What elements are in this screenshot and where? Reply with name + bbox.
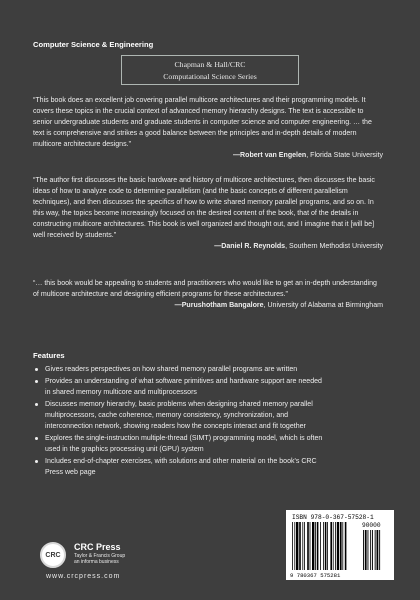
price-code: 90000 (362, 522, 381, 529)
publisher-url: www.crcpress.com (46, 573, 121, 580)
barcode-bar (310, 522, 311, 570)
publisher-logo (40, 540, 200, 584)
barcode-bar (333, 522, 334, 570)
reviewer-name: —Daniel R. Reynolds (214, 243, 286, 250)
barcode-bar (335, 522, 336, 570)
subject-category: Computer Science & Engineering (33, 40, 154, 49)
barcode-addon-bar (363, 530, 364, 570)
reviewer-affiliation: , University of Alabama at Birmingham (263, 302, 383, 309)
features-list (33, 364, 323, 479)
review-2 (33, 175, 383, 252)
barcode-addon-bar (365, 530, 367, 570)
series-name: Computational Science Series (163, 72, 257, 81)
barcode-bars (286, 510, 394, 580)
review-1 (33, 95, 383, 161)
barcode-addon-bar (375, 530, 376, 570)
isbn-text: ISBN 978-0-367-57528-1 (292, 514, 374, 521)
publisher-business: an informa business (74, 559, 119, 565)
review-quote: “The author first discusses the basic hardware and history of multicore architectures, then discusses the basic ideas of how to analyze code to determine parallelism (and the basic concepts of different parallelism techniques), and then discusses the specifics of how to write shared memory parallel programs, and so on. In this way, the topics become increasingly focused on the desired content of the book, that of the details in constructing multicore architectures. This book is well organized and thought out, and I imagine that it [will be] well received by students.” (33, 177, 375, 239)
series-publisher: Chapman & Hall/CRC (174, 60, 246, 69)
review-attribution (33, 150, 383, 161)
reviewer-affiliation: , Southern Methodist University (285, 243, 383, 250)
barcode-bar (330, 522, 332, 570)
barcode-bar (299, 522, 301, 570)
feature-item: Provides an understanding of what software primitives and hardware support are needed in shared memory multicore and multiprocessors (33, 376, 323, 398)
isbn-barcode (286, 510, 394, 580)
barcode-bar (312, 522, 314, 570)
barcode-bar (302, 522, 303, 570)
barcode-addon-bar (372, 530, 373, 570)
barcode-bar (325, 522, 327, 570)
barcode-bar (327, 522, 328, 570)
barcode-bar (317, 522, 319, 570)
features-heading: Features (33, 351, 65, 360)
barcode-bar (323, 522, 324, 570)
barcode-bar (294, 522, 295, 570)
barcode-bar (340, 522, 342, 570)
feature-item: Explores the single-instruction multiple-thread (SIMT) programming model, which is often used in the graphics processing unit (GPU) system (33, 433, 323, 455)
barcode-bar (342, 522, 343, 570)
barcode-addon-bar (368, 530, 369, 570)
barcode-bar (296, 522, 298, 570)
barcode-addon-bar (370, 530, 371, 570)
barcode-addon-bar (377, 530, 379, 570)
feature-item: Gives readers perspectives on how shared memory parallel programs are written (33, 364, 323, 375)
series-box (121, 55, 299, 85)
feature-item: Discusses memory hierarchy, basic problems when designing shared memory parallel multiprocessors, cache coherence, memory consistency, synchronization, and interconnection network, showing readers how the concepts interact and fit together (33, 399, 323, 432)
feature-item: Includes end-of-chapter exercises, with solutions and other material on the book's CRC Press web page (33, 456, 323, 478)
crc-logo-icon: CRC (40, 542, 66, 568)
review-quote: “This book does an excellent job covering parallel multicore architectures and their programming models. It covers these topics in the crucial context of advanced memory hierarchy designs. The text is accessible to senior undergraduate students and graduate students in computer science and computer engineering. … the text is comprehensive and strikes a good balance between the principles and in-depth details of modern multicore architecture designs.” (33, 97, 372, 148)
review-quote: “… this book would be appealing to students and practitioners who would like to get an in-depth understanding of multicore architecture and designing efficient programs for these architectures.” (33, 280, 377, 298)
publisher-group: Taylor & Francis Group (74, 553, 126, 559)
barcode-bar (345, 522, 347, 570)
barcode-bar (307, 522, 309, 570)
publisher-name: CRC Press (74, 542, 121, 552)
barcode-bar (320, 522, 321, 570)
reviewer-name: —Robert van Engelen (233, 152, 307, 159)
barcode-digits: 9 780367 575281 (290, 572, 341, 579)
barcode-addon-bar (379, 530, 380, 570)
barcode-bar (315, 522, 316, 570)
reviewer-name: —Purushotham Bangalore (174, 302, 264, 309)
barcode-bar (337, 522, 339, 570)
review-attribution (33, 241, 383, 252)
reviewer-affiliation: , Florida State University (306, 152, 383, 159)
barcode-bar (304, 522, 305, 570)
review-attribution (33, 300, 383, 311)
barcode-bar (292, 522, 293, 570)
review-3 (33, 278, 383, 311)
